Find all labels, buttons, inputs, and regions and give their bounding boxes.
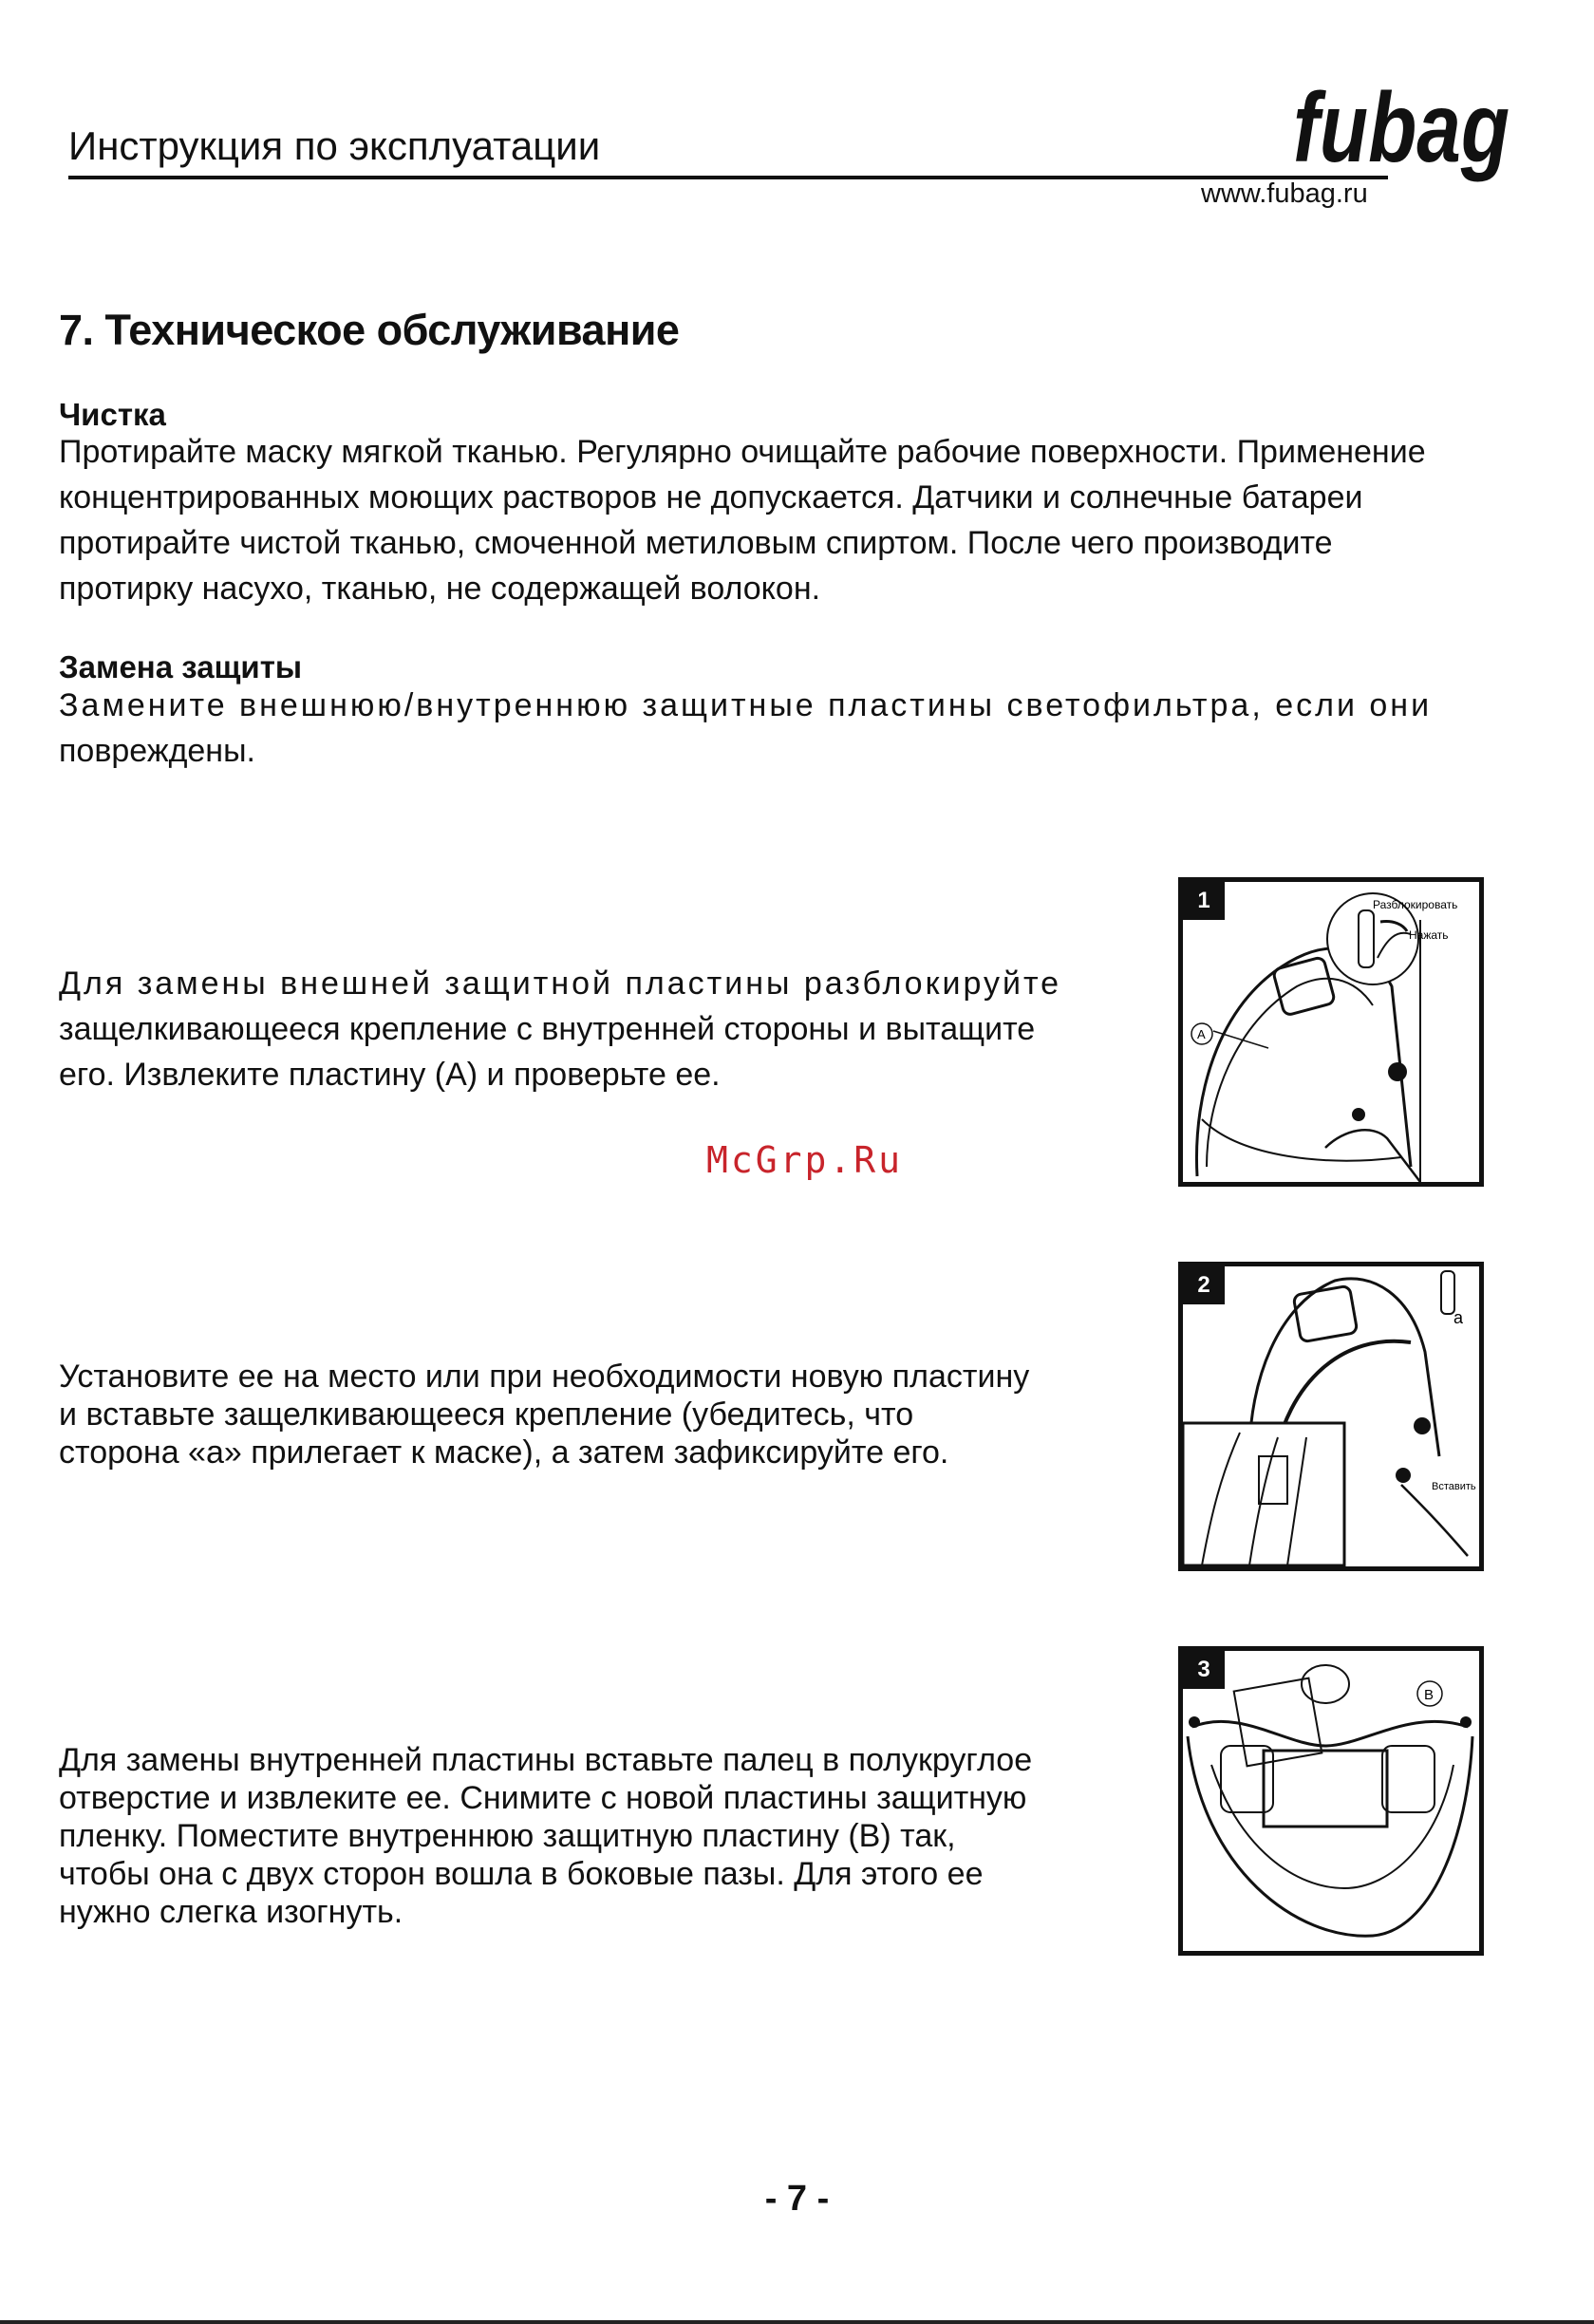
figure-2 [1178, 1262, 1484, 1571]
label-unlock: Разблокировать [1373, 898, 1458, 911]
section-title: 7. Техническое обслуживание [59, 306, 680, 354]
cleaning-line: Протирайте маску мягкой тканью. Регулярно очищайте рабочие поверхности. Применение [59, 434, 1426, 470]
step-line: чтобы она с двух сторон вошла в боковые пазы. Для этого ее [59, 1856, 984, 1892]
callout-b: B [1424, 1687, 1435, 1703]
label-side-a: а [1453, 1308, 1464, 1327]
replacement-paragraph [59, 683, 1496, 774]
logo-wordmark: fubag [1293, 73, 1510, 183]
step-line: Для замены внутренней пластины вставьте палец в полукруглое [59, 1742, 1033, 1778]
label-press: Нажать [1409, 928, 1449, 942]
step-2-text [59, 1358, 1103, 1471]
helmet-illustration-2 [1183, 1266, 1479, 1566]
helmet-illustration-3 [1183, 1651, 1479, 1951]
step-line: и вставьте защелкивающееся крепление (убедитесь, что [59, 1396, 914, 1433]
replacement-line: повреждены. [59, 733, 255, 769]
step-line: защелкивающееся крепление с внутренней стороны и вытащите [59, 1011, 1036, 1047]
header-divider [68, 176, 1388, 179]
page-number: - 7 - [764, 2179, 830, 2219]
figure-number: 3 [1183, 1651, 1225, 1689]
watermark: McGrp.Ru [706, 1139, 904, 1181]
replacement-heading: Замена защиты [59, 649, 303, 684]
cleaning-paragraph [59, 429, 1496, 611]
cleaning-line: протирайте чистой тканью, смоченной метиловым спиртом. После чего производите [59, 525, 1333, 561]
callout-a: A [1197, 1027, 1206, 1041]
figure-number: 2 [1183, 1266, 1225, 1304]
label-insert: Вставить [1432, 1481, 1476, 1492]
step-3-text [59, 1741, 1103, 1931]
step-line: Для замены внешней защитной пластины разблокируйте [59, 965, 1062, 1002]
step-line: сторона «а» прилегает к маске), а затем зафиксируйте его. [59, 1434, 949, 1471]
cleaning-heading: Чистка [59, 397, 166, 432]
figure-3 [1178, 1646, 1484, 1956]
website-link[interactable]: www.fubag.ru [1201, 178, 1368, 209]
bottom-divider [0, 2320, 1594, 2324]
helmet-illustration-1 [1183, 882, 1479, 1182]
step-line: Установите ее на место или при необходимости новую пластину [59, 1359, 1030, 1395]
step-line: отверстие и извлеките ее. Снимите с новой пластины защитную [59, 1780, 1027, 1816]
cleaning-line: протирку насухо, тканью, не содержащей волокон. [59, 571, 821, 607]
document-title: Инструкция по эксплуатации [68, 123, 601, 168]
cleaning-line: концентрированных моющих растворов не допускается. Датчики и солнечные батареи [59, 479, 1363, 515]
figure-1 [1178, 877, 1484, 1187]
step-1-text [59, 961, 1103, 1097]
figure-number: 1 [1183, 882, 1225, 920]
replacement-line: Замените внешнюю/внутреннюю защитные пластины светофильтра, если они [59, 687, 1433, 723]
step-line: его. Извлеките пластину (А) и проверьте ее. [59, 1057, 721, 1093]
step-line: пленку. Поместите внутреннюю защитную пластину (B) так, [59, 1818, 956, 1854]
step-line: нужно слегка изогнуть. [59, 1894, 403, 1930]
